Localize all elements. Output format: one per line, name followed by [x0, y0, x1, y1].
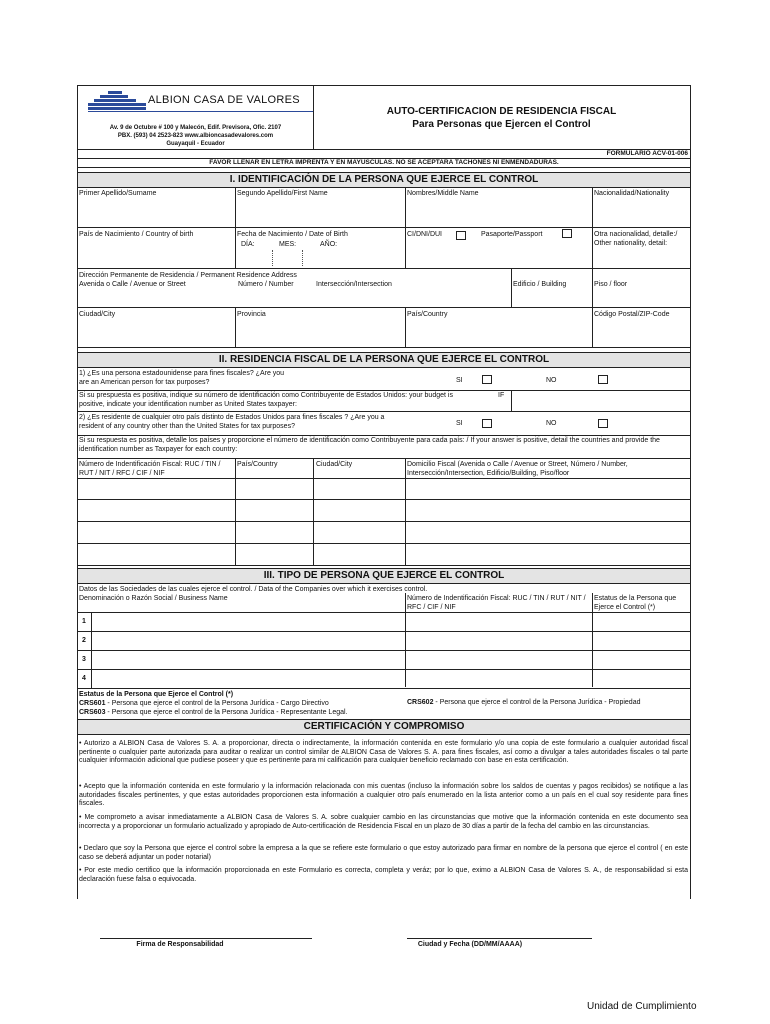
- logo: [88, 90, 313, 112]
- q1-si-checkbox[interactable]: [482, 375, 492, 384]
- col-header-ciudad: Ciudad/City: [316, 461, 353, 468]
- company-city: Guayaquil - Ecuador: [166, 141, 225, 147]
- label-interseccion: Intersección/Intersection: [316, 281, 392, 288]
- q2-si-checkbox[interactable]: [482, 419, 492, 428]
- city-date-field[interactable]: [407, 905, 592, 937]
- crs602: [407, 699, 640, 708]
- q2-no-label: NO: [546, 420, 557, 427]
- label-pais-nacimiento: País de Nacimiento / Country of birth: [79, 231, 194, 238]
- crs601-text: - Persona que ejerce el control de la Persona Jurídica - Cargo Directivo: [105, 700, 329, 707]
- label-codigo-postal: Código Postal/ZIP-Code: [594, 311, 670, 318]
- crs601-code: CRS601: [79, 700, 106, 707]
- certification-p4: • Declaro que soy la Persona que ejerce el control sobre la empresa a la que se refiere este formulario o que estoy autorizado para firmar en nombre de la persona que ejerce el control ( en este caso se deberá adjuntar un poder notarial): [79, 845, 688, 861]
- label-edificio: Edificio / Building: [513, 281, 567, 288]
- col-header-numero-fiscal: Número de Indentificación Fiscal: RUC / TIN / RUT / NIT / RFC / CIF / NIF: [407, 595, 586, 611]
- label-piso: Piso / floor: [594, 281, 628, 288]
- crs603-code: CRS603: [79, 709, 106, 716]
- q2-no-checkbox[interactable]: [598, 419, 608, 428]
- table-row[interactable]: [78, 522, 689, 543]
- label-pasaporte: Pasaporte/Passport: [481, 231, 543, 238]
- field-nombres[interactable]: [406, 199, 592, 226]
- label-mes: MES:: [279, 241, 297, 248]
- crs602-code: CRS602: [407, 699, 434, 706]
- form-title: AUTO-CERTIFICACION DE RESIDENCIA FISCAL: [386, 106, 617, 117]
- certification-p2: • Acepto que la información contenida en este formulario y la información relacionada con mis cuentas (incluso la información sobre los saldos de cuentas y pagos recibidos) se notifique a las autoridades fiscales pertinentes, y que estas autoridades proporcionen esta información a cualquier otro país enumerado en la lista anterior como a un país en el cual soy residente para fines fiscales.: [79, 783, 688, 807]
- estatus-title: Estatus de la Persona que Ejerce el Control (*): [79, 691, 234, 698]
- q1-si-label: SI: [456, 377, 463, 384]
- company-row-4[interactable]: [78, 670, 689, 687]
- footer-text: Unidad de Cumplimiento: [587, 1001, 697, 1012]
- label-ciudad: Ciudad/City: [79, 311, 116, 318]
- checkbox-pasaporte[interactable]: [562, 229, 572, 238]
- section3-datos: Datos de las Sociedades de las cuales ejerce el control. / Data of the Companies over which it exercises control.: [79, 586, 428, 593]
- label-if: IF: [498, 392, 505, 399]
- col-header-estatus: Estatus de la Persona que Ejerce el Control (*): [594, 595, 677, 611]
- logo-stripes-icon: [88, 90, 148, 112]
- col-header-domicilio: Domicilio Fiscal (Avenida o Calle / Avenue or Street, Número / Number, Intersección/Intersection, Edificio/Building, Piso/floor: [407, 461, 628, 477]
- table-row[interactable]: [78, 500, 689, 521]
- label-segundo-apellido: Segundo Apellido/First Name: [237, 190, 328, 197]
- crs602-text: - Persona que ejerce el control de la Persona Jurídica - Propiedad: [433, 699, 641, 706]
- crs603-text: - Persona que ejerce el control de la Persona Jurídica - Representante Legal.: [105, 709, 348, 716]
- company-row-3[interactable]: [78, 651, 689, 668]
- form-code: FORMULARIO ACV-01-006: [606, 150, 688, 157]
- section2-title: II. RESIDENCIA FISCAL DE LA PERSONA QUE EJERCE EL CONTROL: [218, 354, 550, 365]
- col-header-pais: País/Country: [237, 461, 278, 468]
- row-number: 3: [82, 656, 86, 663]
- label-nombres: Nombres/Middle Name: [407, 190, 479, 197]
- signature-label: Firma de Responsabilidad: [136, 941, 224, 948]
- label-dia: DÍA:: [241, 241, 255, 248]
- certification-p5: • Por este medio certifico que la información proporcionada en este Formulario es correcta, completa y veráz; por lo que, eximo a ALBION Casa de Valores S. A., de responsabilidad si esta declaración fuese falsa o equivocada.: [79, 867, 688, 883]
- company-row-2[interactable]: [78, 632, 689, 649]
- row-number: 1: [82, 618, 86, 625]
- label-direccion: Dirección Permanente de Residencia / Permanent Residence Address: [79, 272, 297, 279]
- label-anio: AÑO:: [320, 241, 338, 248]
- label-numero: Número / Number: [238, 281, 294, 288]
- label-pais: País/Country: [407, 311, 448, 318]
- question-1-detail: Si su prespuesta es positiva, indique su número de identificación como Contribuyente de Estados Unidos: your budget is positive, indicate your identification number as United States taxpayer:: [79, 392, 453, 408]
- company-row-1[interactable]: [78, 613, 689, 630]
- section1-title: I. IDENTIFICACIÓN DE LA PERSONA QUE EJERCE EL CONTROL: [229, 174, 539, 185]
- label-primer-apellido: Primer Apellido/Surname: [79, 190, 157, 197]
- q1-no-checkbox[interactable]: [598, 375, 608, 384]
- field-primer-apellido[interactable]: [78, 199, 235, 226]
- label-fecha-nacimiento: Fecha de Nacimiento / Date of Birth: [237, 231, 348, 238]
- field-nacionalidad[interactable]: [593, 199, 689, 226]
- section3-title: III. TIPO DE PERSONA QUE EJERCE EL CONTROL: [263, 570, 505, 581]
- checkbox-ci[interactable]: [456, 231, 466, 240]
- field-segundo-apellido[interactable]: [236, 199, 405, 226]
- label-avenida: Avenida o Calle / Avenue or Street: [79, 281, 186, 288]
- section4-title: CERTIFICACIÓN Y COMPROMISO: [303, 721, 465, 732]
- instructions: FAVOR LLENAR EN LETRA IMPRENTA Y EN MAYUSCULAS. NO SE ACEPTARA TACHONES NI ENMENDADURAS.: [209, 159, 559, 166]
- crs603: [79, 709, 348, 718]
- label-ci: CI/DNI/DUI: [407, 231, 442, 238]
- question-2: 2) ¿Es residente de cualquier otro país distinto de Estados Unidos para fines fiscales ? ¿Are you a resident of any country other than the United States for tax purposes?: [79, 414, 385, 430]
- form-subtitle: Para Personas que Ejercen el Control: [412, 119, 591, 130]
- question-2-detail: Si su respuesta es positiva, detalle los países y proporcione el número de identificación como Contribuyente para cada país: / If your answer is positive, detail the countries and provide the identification number as Taxpayer for each country:: [79, 437, 660, 453]
- signature-field[interactable]: [100, 905, 312, 937]
- label-nacionalidad: Nacionalidad/Nationality: [594, 190, 670, 197]
- certification-p1: • Autorizo a ALBION Casa de Valores S. A. a proporcionar, directa o indirectamente, la información contenida en este formulario y/o una copia de este formulario a cualquier autoridad fiscal pertinente o cualquier parte autorizada para auditar o realizar un control similar de ALBION Casa de Valores S. A. para fines fiscales, así como a divulgar a tales autoridades fiscales o tal parte cualquier información adicional que pudiese poseer y que es pertinente para mi calificación para cualquier beneficio reclamado con base en esta certificación.: [79, 740, 688, 764]
- q1-no-label: NO: [546, 377, 557, 384]
- city-date-label: Ciudad y Fecha (DD/MM/AAAA): [417, 941, 523, 948]
- certification-p3: • Me comprometo a avisar inmediatamente a ALBION Casa de Valores S. A. sobre cualquier cambio en las circunstancias que motive que la información contenida en este documento sea incorrecta y a proporcionar un formulario actualizado y apropiado de Auto-certificación de Residencia Fiscal en un plazo de 30 días a partir de la fecha del cambio en las circunstancias.: [79, 814, 688, 830]
- row-number: 4: [82, 675, 86, 682]
- question-1: 1) ¿Es una persona estadounidense para fines fiscales? ¿Are you are an American person for tax purposes?: [79, 370, 285, 386]
- label-otra-nacionalidad: Otra nacionalidad, detalle:/ Other nationality, detail:: [594, 231, 678, 247]
- company-address: Av. 9 de Octubre # 100 y Malecón, Edif. Previsora, Ofic. 2107: [109, 125, 282, 131]
- row-number: 2: [82, 637, 86, 644]
- crs601: [79, 700, 329, 709]
- col-header-denominacion: Denominación o Razón Social / Business Name: [79, 595, 228, 602]
- field-us-tin[interactable]: [512, 391, 689, 410]
- table-row[interactable]: [78, 544, 689, 565]
- col-header-numero: Número de Indentificación Fiscal: RUC / TIN / RUT / NIT / RFC / CIF / NIF: [79, 461, 221, 477]
- table-row[interactable]: [78, 479, 689, 499]
- company-phone-web: PBX. (593) 04 2523-823 www.albioncasadevalores.com: [117, 133, 274, 139]
- label-provincia: Provincia: [237, 311, 266, 318]
- logo-name: ALBION CASA DE VALORES: [148, 94, 300, 106]
- q2-si-label: SI: [456, 420, 463, 427]
